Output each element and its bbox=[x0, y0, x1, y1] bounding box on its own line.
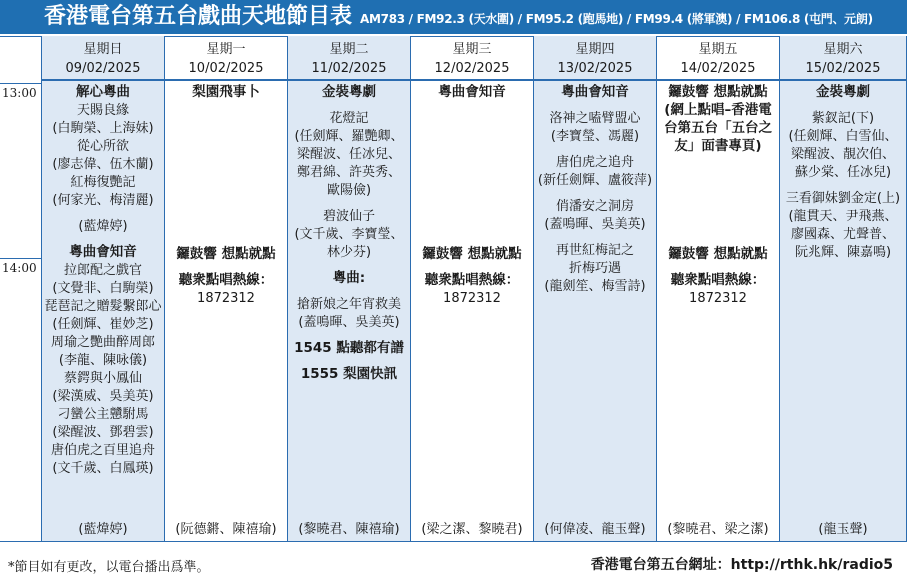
day-column bbox=[657, 36, 780, 541]
day-date: 12/02/2025 bbox=[434, 61, 510, 76]
day-column bbox=[165, 36, 288, 541]
page-title: 香港電台第五台戲曲天地節目表 bbox=[44, 4, 353, 29]
program-line: 洛神之嗑臂盟心 bbox=[549, 111, 641, 126]
program-title: 粵曲會知音 bbox=[438, 84, 506, 100]
program-line: 林少芬) bbox=[326, 245, 372, 260]
program-line: 從心所欲 bbox=[76, 139, 129, 154]
program-line: (何家光、梅清麗) bbox=[52, 193, 154, 208]
time-rule bbox=[0, 258, 42, 259]
program-line: 1872312 bbox=[689, 291, 747, 306]
program-title: 台第五台「五台之 bbox=[664, 120, 772, 136]
host-names: (黎曉君、梁之潔) bbox=[667, 522, 769, 537]
program-line: 折梅巧遇 bbox=[568, 261, 621, 276]
program-line: 鄭君綿、許英秀、 bbox=[296, 165, 401, 180]
program-line: (文覺非、白駒榮) bbox=[52, 281, 154, 296]
program-line: (李龍、陳咏儀) bbox=[58, 353, 148, 368]
day-name: 星期五 bbox=[698, 42, 738, 57]
day-name: 星期三 bbox=[452, 42, 492, 57]
program-line: 阮兆輝、陳嘉鳴) bbox=[794, 245, 892, 260]
program-title: 金裝粵劇 bbox=[322, 84, 376, 100]
time-label-1400: 14:00 bbox=[2, 261, 37, 275]
host-names: (何偉凌、龍玉聲) bbox=[544, 522, 646, 537]
program-line: (李寶瑩、馮麗) bbox=[550, 129, 640, 144]
program-line: (廖志偉、伍木蘭) bbox=[52, 157, 154, 172]
program-line: (新任劍輝、盧筱萍) bbox=[537, 173, 653, 188]
program-title: 1555 梨園快訊 bbox=[300, 366, 398, 382]
program-title: 聽衆點唱熱線： bbox=[178, 272, 274, 288]
program-line: 梁醒波、靚次伯、 bbox=[790, 147, 895, 162]
program-title: 聽衆點唱熱線： bbox=[424, 272, 520, 288]
frequency-list: AM783 / FM92.3 (天水圍) / FM95.2 (跑馬地) / FM99.4 (將軍澳) / FM106.8 (屯門、元朗) bbox=[360, 12, 873, 26]
host-names: (梁之潔、黎曉君) bbox=[421, 522, 523, 537]
program-line: (任劍輝、崔妙芝) bbox=[52, 317, 154, 332]
host-names: (黎曉君、陳禧瑜) bbox=[298, 522, 400, 537]
host-names: (阮德鏘、陳禧瑜) bbox=[175, 522, 277, 537]
program-line: 再世紅梅記之 bbox=[555, 243, 634, 258]
day-header bbox=[288, 36, 410, 81]
program-line: (任劍輝、羅艷卿、 bbox=[294, 129, 404, 144]
program-line: 紅梅復艷記 bbox=[70, 175, 136, 190]
footer bbox=[0, 552, 907, 576]
program-line: (梁醒波、鄧碧雲) bbox=[52, 425, 154, 440]
day-date: 10/02/2025 bbox=[188, 61, 264, 76]
day-date: 11/02/2025 bbox=[311, 61, 387, 76]
day-column bbox=[42, 36, 165, 541]
day-header bbox=[780, 36, 906, 81]
program-line: 琵琶記之贈髮繫郎心 bbox=[44, 299, 162, 314]
program-title: 鑼鼓響 想點就點 bbox=[176, 246, 276, 262]
program-line: (梁漢威、吳美英) bbox=[52, 389, 154, 404]
day-header bbox=[411, 36, 533, 81]
program-line: 三看御妹劉金定(上) bbox=[785, 191, 901, 206]
time-column bbox=[0, 36, 42, 541]
program-line: (蓋鳴暉、吳美英) bbox=[544, 217, 646, 232]
program-line: 1872312 bbox=[197, 291, 255, 306]
program-line: (龍劍笙、梅雪詩) bbox=[544, 279, 646, 294]
program-line: 周瑜之艷曲醉周郎 bbox=[50, 335, 155, 350]
program-title: 鑼鼓響 想點就點 bbox=[668, 246, 768, 262]
day-header bbox=[534, 36, 656, 81]
program-line: (文千歲、李寶瑩、 bbox=[294, 227, 404, 242]
program-line: 廖國森、尤聲普、 bbox=[790, 227, 895, 242]
host-names: (龍玉聲) bbox=[818, 522, 868, 537]
program-line: 唐伯虎之追舟 bbox=[555, 155, 634, 170]
program-line: 歐陽儉) bbox=[326, 183, 372, 198]
program-title: 解心粵曲 bbox=[76, 84, 130, 100]
program-line: 唐伯虎之百里追舟 bbox=[50, 443, 155, 458]
program-line: (蓋鳴暉、吳美英) bbox=[298, 315, 400, 330]
program-line: 紫釵記(下) bbox=[811, 111, 875, 126]
host-names: (藍煒婷) bbox=[78, 522, 128, 537]
program-line: 俏潘安之洞房 bbox=[555, 199, 634, 214]
day-header bbox=[657, 36, 779, 81]
program-title: 粵曲會知音 bbox=[561, 84, 629, 100]
program-title: 粵曲: bbox=[332, 270, 366, 286]
program-title: 粵曲會知音 bbox=[69, 244, 137, 260]
day-date: 15/02/2025 bbox=[805, 61, 881, 76]
program-title: (網上點唱–香港電 bbox=[664, 102, 772, 118]
day-name: 星期六 bbox=[823, 42, 863, 57]
day-header bbox=[42, 36, 164, 81]
program-title: 聽衆點唱熱線： bbox=[670, 272, 766, 288]
program-line: 拉郎配之戲官 bbox=[63, 263, 142, 278]
program-title: 梨園飛事卜 bbox=[192, 84, 260, 100]
day-header bbox=[165, 36, 287, 81]
program-title: 鑼鼓響 想點就點 bbox=[422, 246, 522, 262]
program-line: 花燈記 bbox=[329, 111, 369, 126]
program-line: 天賜良緣 bbox=[76, 103, 129, 118]
program-title: 1545 點聽都有譜 bbox=[294, 340, 404, 356]
day-name: 星期一 bbox=[206, 42, 246, 57]
day-column bbox=[288, 36, 411, 541]
program-line: 蔡鍔與小鳳仙 bbox=[63, 371, 142, 386]
program-line: 1872312 bbox=[443, 291, 501, 306]
program-line: (白駒榮、上海妹) bbox=[52, 121, 154, 136]
day-date: 13/02/2025 bbox=[557, 61, 633, 76]
day-column bbox=[534, 36, 657, 541]
program-line: 蘇少棠、任冰兒) bbox=[794, 165, 892, 180]
day-date: 09/02/2025 bbox=[65, 61, 141, 76]
day-date: 14/02/2025 bbox=[680, 61, 756, 76]
program-line: (文千歲、白鳳瑛) bbox=[52, 461, 154, 476]
day-name: 星期日 bbox=[83, 42, 123, 57]
program-line: (龍貫天、尹飛燕、 bbox=[788, 209, 898, 224]
footnote: *節目如有更改，以電台播出爲準。 bbox=[8, 560, 210, 575]
day-name: 星期二 bbox=[329, 42, 369, 57]
program-line: 刁蠻公主戇駙馬 bbox=[57, 407, 149, 422]
title-bar bbox=[0, 0, 907, 34]
program-title: 鑼鼓響 想點就點 bbox=[668, 84, 768, 100]
program-line: (藍煒婷) bbox=[78, 219, 128, 234]
grid-bottom-rule bbox=[0, 541, 907, 542]
time-label-1300: 13:00 bbox=[2, 86, 37, 100]
program-line: 梁醒波、任冰兒、 bbox=[296, 147, 401, 162]
day-column bbox=[780, 36, 907, 541]
program-line: 碧波仙子 bbox=[322, 209, 375, 224]
schedule-grid bbox=[0, 36, 907, 541]
day-column bbox=[411, 36, 534, 541]
program-line: 搶新娘之年宵救美 bbox=[296, 297, 401, 312]
day-name: 星期四 bbox=[575, 42, 615, 57]
program-line: (任劍輝、白雪仙、 bbox=[788, 129, 898, 144]
program-title: 金裝粵劇 bbox=[816, 84, 870, 100]
program-title: 友」面書專頁) bbox=[674, 138, 762, 154]
website-address: 香港電台第五台網址：http://rthk.hk/radio5 bbox=[590, 557, 893, 573]
time-rule bbox=[0, 83, 42, 84]
